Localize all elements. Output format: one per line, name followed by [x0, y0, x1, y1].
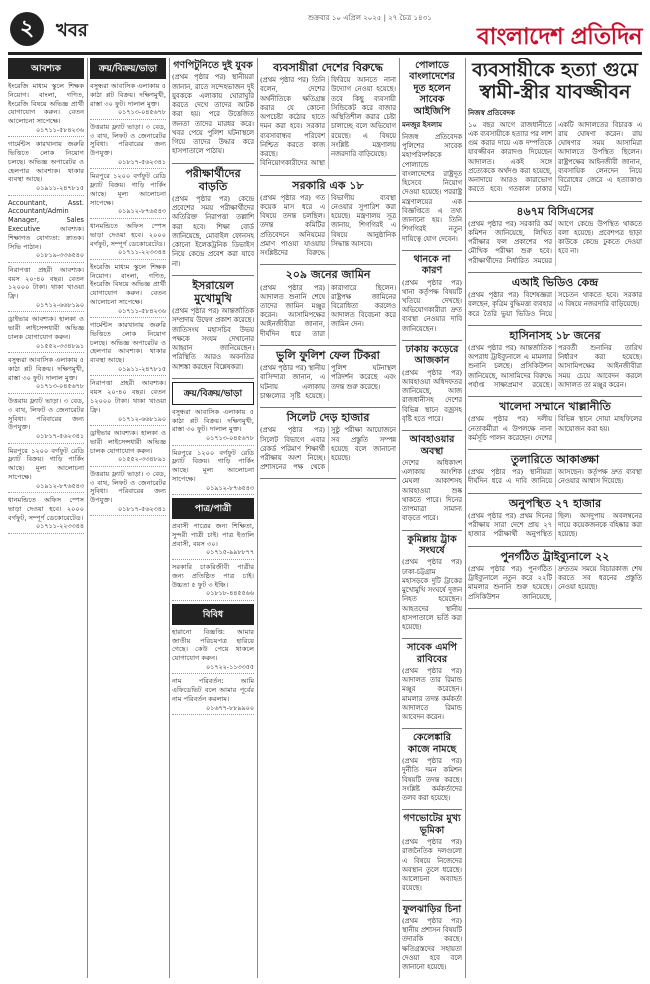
story-body: (প্রথম পৃষ্ঠার পর) প্রথম দিনের পরীক্ষায় সারা দেশে প্রায় ২৭ হাজার পরীক্ষার্থী অনুপস্থিত ছিল। অসদুপায় অবলম্বনের দায়ে কয়েকজনকে বহিষ্কার করা হয়েছে।	[468, 511, 642, 539]
news-story	[260, 349, 396, 408]
news-story	[468, 497, 642, 547]
news-column-5	[402, 58, 462, 978]
story-headline: গণভোটের মুখ্য ভূমিকা	[403, 813, 461, 836]
classified-ad: বসুন্ধরা আবাসিক এলাকায় ৫ কাঠা প্লট বিক্রয়। দক্ষিণমুখী, রাস্তা ৩০ ফুট। দালাল মুক্ত। ০১৭১৩-০৪৫৬৭৮	[172, 408, 254, 446]
story-body: ১০ বছর আগে রাজধানীতে এক ব্যবসায়ীকে হত্যার পর লাশ গুম করার দায়ে এক দম্পতিকে যাবজ্জীবন কারাদণ্ড দিয়েছেন আদালত। একই সঙ্গে প্রত্যেককে অর্থদণ্ড করা হয়েছে, অনাদায়ে আরও কারাভোগ করতে হবে। গতকাল ঢাকার একটি আদালতের বিচারক এ রায় ঘোষণা করেন। রায় ঘোষণার সময় আসামিরা আদালতে উপস্থিত ছিলেন। রাষ্ট্রপক্ষের আইনজীবী জানান, ব্যবসায়িক লেনদেন নিয়ে বিরোধের জেরে এ হত্যাকাণ্ড ঘটে।	[468, 120, 642, 194]
classified-heading-misc: বিবিধ	[172, 604, 254, 625]
story-headline: ঢাকায় কড়েরে আজকান	[405, 343, 459, 367]
story-body: (প্রথম পৃষ্ঠার পর) আদালত শুনানি শেষে তাদের জামিন মঞ্জুর করেন। আসামিপক্ষের আইনজীবীরা জানান, দীর্ঘদিন ধরে তারা কারাগারে ছিলেন। রাষ্ট্রপক্ষ জামিনের বিরোধিতা করলেও আদালত বিবেচনা করে জামিন দেন।	[260, 283, 396, 338]
news-story	[260, 61, 396, 176]
news-story	[468, 453, 642, 494]
story-body: (প্রথম পৃষ্ঠার পর) স্থানীয়রা দীর্ঘদিন ধরে এ দাবি জানিয়ে আসছেন। কর্তৃপক্ষ দ্রুত ব্যবস্থা নেওয়ার আশ্বাস দিয়েছে।	[468, 468, 642, 486]
story-body: (প্রথম পৃষ্ঠার পর) বিশেষজ্ঞরা বলছেন, কৃত্রিম বুদ্ধিমত্তা ব্যবহার করে তৈরি ভুয়া ভিডিও নিয়ে সচেতন থাকতে হবে। সরকার এ বিষয়ে নজরদারি বাড়িয়েছে।	[468, 291, 642, 318]
news-story	[402, 344, 462, 431]
story-headline: পুনর্গঠিত ট্রাইব্যুনালে ২২	[500, 549, 610, 563]
story-body: (প্রথম পৃষ্ঠার পর) আবহাওয়া অধিদফতর জানিয়েছে, আজ রাজধানীসহ দেশের বিভিন্ন স্থানে বজ্রসহ বৃষ্টি হতে পারে।	[402, 368, 462, 423]
story-headline: কুমিল্লায় ট্রাক সংঘর্ষে	[407, 533, 457, 556]
news-story	[172, 60, 254, 164]
column-divider	[399, 58, 400, 978]
news-story	[402, 732, 462, 810]
news-column-3	[172, 58, 254, 978]
story-headline: অনুপস্থিত ২৭ হাজার	[508, 496, 602, 510]
news-story	[468, 329, 642, 397]
story-body: (প্রথম পৃষ্ঠার পর) স্থানীয়রা জানান, রাতে সন্দেহভাজন দুই যুবককে এলাকায় ঘোরাঘুরি করতে দেখে তাদের আটক করা হয়। পরে উত্তেজিত জনতা তাদের মারধর করে। খবর পেয়ে পুলিশ ঘটনাস্থলে গিয়ে তাদের উদ্ধার করে হাসপাতালে পাঠায়।	[172, 73, 254, 156]
classified-ad: মিরপুরে ১২০০ বর্গফুট রেডি ফ্ল্যাট বিক্রয়। গাড়ি পার্কিং আছে। মূল্য আলোচনা সাপেক্ষে। ০১৯১২-৮৭৬৫৪৩	[90, 172, 166, 219]
classified-ad: মিরপুরে ১২০০ বর্গফুট রেডি ফ্ল্যাট বিক্রয়। গাড়ি পার্কিং আছে। মূল্য আলোচনা সাপেক্ষে। ০১৯১২-৮৭৬৫৪৩	[172, 449, 254, 496]
story-byline: নিজস্ব প্রতিবেদক	[468, 108, 515, 117]
classified-ad: হারানো বিজ্ঞপ্তি: আমার জাতীয় পরিচয়পত্র হারিয়ে গেছে। কেউ পেয়ে থাকলে যোগাযোগ করুন। ০১৭২২-১১৩৩৫৫	[172, 628, 254, 675]
story-body: (প্রথম পৃষ্ঠার পর) সিলেট বিভাগে এবার রেকর্ড পরিমাণ শিক্ষার্থী পরীক্ষায় অংশ নিচ্ছে। প্রশাসনের পক্ষ থেকে সুষ্ঠু পরীক্ষা আয়োজনে সব প্রস্তুতি সম্পন্ন হয়েছে বলে জানানো হয়েছে।	[260, 426, 396, 472]
story-headline: ফুলঝাড়ির চিনা	[402, 903, 462, 915]
page-header	[8, 8, 642, 55]
news-story	[468, 400, 642, 450]
story-byline: মনজুর ইসলাম	[402, 120, 443, 129]
news-story	[172, 279, 254, 379]
classified-ad: নিরাপত্তা প্রহরী আবশ্যক। বয়স ২০-৪০ বছর। বেতন ১২০০০ টাকা। থাকা খাওয়া ফ্রি। ০১৭১২-৬৬৮১৯০	[8, 266, 84, 313]
story-headline: ২০৯ জনের জামিন	[285, 268, 371, 282]
story-body: (প্রথম পৃষ্ঠার পর) দুর্নীতি দমন কমিশন বিষয়টি তদন্ত করছে। সংশ্লিষ্ট কর্মকর্তাদের তলব করা হয়েছে।	[402, 757, 462, 803]
news-story	[260, 179, 396, 266]
news-story	[468, 276, 642, 326]
story-body: (প্রথম পৃষ্ঠার পর) দলীয় নেতাকর্মীরা এ উপলক্ষে নানা কর্মসূচি পালন করেছেন। দেশের বিভিন্ন স্থানে দোয়া মাহফিলের আয়োজন করা হয়।	[468, 415, 642, 442]
classified-ad: গার্মেন্টস কারখানায় জরুরি ভিত্তিতে লোক নিয়োগ চলছে। অভিজ্ঞ অপারেটর ও হেলপার আবশ্যক। থাকার ব্যবস্থা আছে। ০১৯১১-২৪৭৮১৫	[8, 140, 84, 195]
classified-ad: উত্তরায় ফ্ল্যাট ভাড়া। ৩ বেড, ৩ বাথ, লিফট ও জেনারেটর সুবিধা। পরিবারের জন্য উপযুক্ত। ০১৮১৭-৫৬২৩৪১	[8, 397, 84, 444]
classified-ad: সরকারি চাকরিজীবী পাত্রীর জন্য প্রতিষ্ঠিত পাত্র চাই। উচ্চতা ৫ ফুট ৩ ইঞ্চি। ০১৮১৮-৪৪৫৫৬৬	[172, 563, 254, 601]
news-story	[402, 254, 462, 341]
classified-ad: ড্রাইভার আবশ্যক। হালকা ও ভারী লাইসেন্সধারী অভিজ্ঞ চালক যোগাযোগ করুন। ০১৫৫২-৩৩৪৮৯১	[90, 429, 166, 467]
classified-heading-buy-sell: ক্রয়/বিক্রয়/ভাড়া	[172, 382, 254, 405]
story-headline: আবহাওয়ার অবস্থা	[409, 434, 455, 457]
column-divider	[257, 58, 258, 978]
lead-headline: ব্যবসায়ীকে হত্যা গুমে স্বামী-স্ত্রীর যাবজ্জীবন	[472, 59, 638, 103]
classified-ad: নাম পরিবর্তন: আমি এফিডেভিট বলে আমার পূর্বের নাম পরিবর্তন করলাম। ০১৬৭৭-৮৮৯৯০০	[172, 677, 254, 715]
story-body: দেশের অধিকাংশ এলাকায় আংশিক মেঘলা আকাশসহ আবহাওয়া শুষ্ক থাকতে পারে। দিনের তাপমাত্রা সামান্য বাড়তে পারে।	[402, 458, 462, 523]
story-headline: কেলেঙ্কারি কাজে নামছে	[407, 732, 457, 755]
news-story	[402, 904, 462, 978]
classified-ad: বসুন্ধরা আবাসিক এলাকায় ৫ কাঠা প্লট বিক্রয়। দক্ষিণমুখী, রাস্তা ৩০ ফুট। দালাল মুক্ত। ০১৭১৩-০৪৫৬৭৮	[8, 356, 84, 394]
classified-heading-wanted: আবশ্যক	[8, 58, 84, 79]
classified-heading-buy-sell: ক্রয়/বিক্রয়/ভাড়া	[90, 58, 166, 79]
section-title: খবর	[56, 20, 88, 41]
news-story	[402, 60, 462, 251]
news-story	[402, 813, 462, 900]
story-body: (প্রথম পৃষ্ঠার পর) পুনর্গঠিত ট্রাইব্যুনালে নতুন করে ২২টি মামলার শুনানি শুরু হয়েছে। প্রসিকিউশন জানিয়েছে, দ্রুততম সময়ে বিচারকাজ শেষ করতে সব ধরনের প্রস্তুতি নেওয়া হয়েছে।	[468, 564, 642, 601]
news-story	[260, 268, 396, 346]
classified-column-2	[90, 58, 166, 978]
lead-story	[468, 60, 642, 202]
classified-ad: প্রবাসী পাত্রের জন্য শিক্ষিতা, সুন্দরী পাত্রী চাই। পাত্র ইতালি প্রবাসী, বয়স ৩০। ০১৭১৫-৯৯৮৮৭৭	[172, 522, 254, 560]
story-body: (প্রথম পৃষ্ঠার পর) আন্তর্জাতিক সম্প্রদায় উদ্বেগ প্রকাশ করেছে। জাতিসংঘ মহাসচিব উভয় পক্ষকে সংযম দেখানোর আহ্বান জানিয়েছেন। পরিস্থিতি আরও অবনতির আশঙ্কা করছেন বিশ্লেষকরা।	[172, 307, 254, 371]
story-body: (প্রথম পৃষ্ঠার পর) তিনি বলেন, দেশের অর্থনীতিকে ক্ষতিগ্রস্ত করার যে কোনো অপচেষ্টা কঠোর হাতে দমন করা হবে। সরকার ব্যবসাবান্ধব পরিবেশ নিশ্চিত করতে কাজ করছে। বিনিয়োগকারীদের আস্থা ফিরিয়ে আনতে নানা উদ্যোগ নেওয়া হয়েছে। তবে কিছু ব্যবসায়ী সিন্ডিকেট করে বাজার অস্থিতিশীল করার চেষ্টা চালাচ্ছে বলে অভিযোগ রয়েছে। এ বিষয়ে সংশ্লিষ্ট মন্ত্রণালয় নজরদারি বাড়িয়েছে।	[260, 76, 396, 168]
story-body: (প্রথম পৃষ্ঠার পর) স্থানীয় প্রশাসন বিষয়টি তদারকি করছে। ক্ষতিগ্রস্তদের সহায়তা দেওয়া হবে বলে জানানো হয়েছে।	[402, 916, 462, 972]
story-body: (প্রথম পৃষ্ঠার পর) ঢাকা-চট্টগ্রাম মহাসড়কে দুটি ট্রাকের মুখোমুখি সংঘর্ষে দুজন নিহত হয়েছেন। আহতদের স্থানীয় হাসপাতালে ভর্তি করা হয়েছে।	[402, 558, 462, 631]
page-number: ২	[10, 12, 44, 46]
news-story	[468, 550, 642, 609]
story-headline: হাসিনাসহ ১৮ জনের	[509, 328, 601, 342]
classified-ad: ইংরেজি মাধ্যম স্কুলে শিক্ষক নিয়োগ। বাংলা, গণিত, ইংরেজি বিষয়ে অভিজ্ঞ প্রার্থী যোগাযোগ করুন। বেতন আলোচনা সাপেক্ষে। ০১৭১১-৫৮৪২৩৬	[8, 82, 84, 137]
classified-ad: নিরাপত্তা প্রহরী আবশ্যক। বয়স ২০-৪০ বছর। বেতন ১২০০০ টাকা। থাকা খাওয়া ফ্রি। ০১৭১২-৬৬৮১৯০	[90, 379, 166, 426]
classified-ad: মিরপুরে ১২০০ বর্গফুট রেডি ফ্ল্যাট বিক্রয়। গাড়ি পার্কিং আছে। মূল্য আলোচনা সাপেক্ষে। ০১৯১২-৮৭৬৫৪৩	[8, 447, 84, 494]
classified-ad: ধানমন্ডিতে অফিস স্পেস ভাড়া দেওয়া হবে। ২০০০ বর্গফুট, সম্পূর্ণ ডেকোরেটেড। ০১৭১১-২২৩৩৪৪	[8, 496, 84, 534]
story-headline: এআই ভিডিও কেন্দ্র	[511, 275, 599, 289]
story-body: (প্রথম পৃষ্ঠার পর) স্থানীয় বাসিন্দারা জানান, এ ঘটনায় এলাকায় চাঞ্চল্যের সৃষ্টি হয়েছে। পুলিশ ঘটনাস্থল পরিদর্শন করেছে এবং তদন্ত শুরু করেছে।	[260, 364, 396, 400]
story-headline: তুলারিতে আকাঙ্ক্ষা	[510, 453, 600, 467]
story-headline: সিলেট দেড় হাজার	[286, 411, 370, 425]
story-headline: সাবেক এমপি রাবিবের	[407, 642, 457, 665]
story-headline: থানকে না কারণ	[413, 253, 451, 277]
story-headline: সরকারি এক ১৮	[292, 178, 364, 192]
story-headline: গণপিটুনিতে দুই যুবক	[173, 60, 253, 71]
story-body: নিজস্ব প্রতিবেদক পুলিশের সাবেক মহাপরিদর্শককে পোল্যান্ডে বাংলাদেশের রাষ্ট্রদূত হিসেবে নিয়োগ দেওয়া হয়েছে। পররাষ্ট্র মন্ত্রণালয়ের এক বিজ্ঞপ্তিতে এ তথ্য জানানো হয়। তিনি শিগগিরই নতুন দায়িত্বে যোগ দেবেন।	[402, 132, 462, 243]
story-headline: পোলাডে বাংলাদেশের দূত হলেন সাবেক আইজিপি	[409, 60, 455, 117]
story-body: (প্রথম পৃষ্ঠার পর) আন্তর্জাতিক অপরাধ ট্রাইব্যুনালে এ মামলার শুনানি চলছে। প্রসিকিউশন জানিয়েছে, আসামিদের বিরুদ্ধে পর্যাপ্ত সাক্ষ্যপ্রমাণ রয়েছে। পরবর্তী শুনানির তারিখ নির্ধারণ করা হয়েছে। আসামিপক্ষের আইনজীবীরা সময় চেয়ে আবেদন করলে আদালত তা মঞ্জুর করেন।	[468, 344, 642, 389]
classified-ad: ধানমন্ডিতে অফিস স্পেস ভাড়া দেওয়া হবে। ২০০০ বর্গফুট, সম্পূর্ণ ডেকোরেটেড। ০১৭১১-২২৩৩৪৪	[90, 222, 166, 260]
story-headline: পরীক্ষার্থীদের বাড়তি	[185, 166, 241, 193]
classified-ad: বসুন্ধরা আবাসিক এলাকায় ৫ কাঠা প্লট বিক্রয়। দক্ষিণমুখী, রাস্তা ৩০ ফুট। দালাল মুক্ত। ০১৭১৩-০৪৫৬৭৮	[90, 82, 166, 120]
news-story	[402, 642, 462, 729]
news-story	[260, 411, 396, 479]
classified-ad: উত্তরায় ফ্ল্যাট ভাড়া। ৩ বেড, ৩ বাথ, লিফট ও জেনারেটর সুবিধা। পরিবারের জন্য উপযুক্ত। ০১৮১৭-৫৬২৩৪১	[90, 123, 166, 170]
story-body: (প্রথম পৃষ্ঠার পর) গত কয়েক মাস ধরে এ বিষয়ে তদন্ত চলছিল। তদন্ত কমিটির প্রতিবেদনে অনিয়মের প্রমাণ পাওয়া যাওয়ায় সংশ্লিষ্টদের বিরুদ্ধে বিভাগীয় ব্যবস্থা নেওয়ার সুপারিশ করা হয়েছে। মন্ত্রণালয় সূত্র জানায়, শিগগিরই এ বিষয়ে আনুষ্ঠানিক সিদ্ধান্ত আসবে।	[260, 193, 396, 258]
classified-ad: উত্তরায় ফ্ল্যাট ভাড়া। ৩ বেড, ৩ বাথ, লিফট ও জেনারেটর সুবিধা। পরিবারের জন্য উপযুক্ত। ০১৮১৭-৫৬২৩৪১	[90, 470, 166, 517]
story-headline: ব্যবসায়ীরা দেশের বিরুদ্ধে	[273, 61, 383, 74]
story-body: (প্রথম পৃষ্ঠার পর) আদালত তার রিমান্ড মঞ্জুর করেছেন। মামলার তদন্ত কর্মকর্তা আদালতে রিমান্ড আবেদন করেন।	[402, 667, 462, 722]
story-headline: ৪৬৭ম বিসিএসের	[516, 204, 594, 218]
classified-ad: Accountant, Asst. Accountant/Admin Manager, Sales Executive আবশ্যক। শিক্ষাগত যোগ্যতা: স্নাতক। সিভি পাঠান। ০১৮১৯-৩৩৬৫৪০	[8, 199, 84, 263]
story-body: (প্রথম পৃষ্ঠার পর) রাজনৈতিক দলগুলো এ বিষয়ে নিজেদের অবস্থান তুলে ধরেছে। আলোচনা অব্যাহত রয়েছে।	[402, 838, 462, 893]
classified-ad: গার্মেন্টস কারখানায় জরুরি ভিত্তিতে লোক নিয়োগ চলছে। অভিজ্ঞ অপারেটর ও হেলপার আবশ্যক। থাকার ব্যবস্থা আছে। ০১৯১১-২৪৭৮১৫	[90, 321, 166, 376]
news-story	[402, 434, 462, 530]
column-divider	[465, 58, 466, 978]
dateline: শুক্রবার ১০ এপ্রিল ২০২৫ | ২৭ চৈত্র ১৪৩১	[308, 14, 432, 22]
story-body: (প্রথম পৃষ্ঠার পর) থানা কর্তৃপক্ষ বিষয়টি খতিয়ে দেখছে। অভিযোগকারীরা দ্রুত ব্যবস্থা নেওয়ার দাবি জানিয়েছেন।	[402, 278, 462, 333]
news-column-6	[468, 58, 642, 978]
story-headline: ইসরায়েল মুখোমুখি	[192, 278, 234, 305]
classified-ad: ড্রাইভার আবশ্যক। হালকা ও ভারী লাইসেন্সধারী অভিজ্ঞ চালক যোগাযোগ করুন। ০১৫৫২-৩৩৪৮৯১	[8, 315, 84, 353]
story-body: (প্রথম পৃষ্ঠার পর) সরকারি কর্ম কমিশন জানিয়েছে, লিখিত পরীক্ষার ফল প্রকাশের পর মৌখিক পরীক্ষা শুরু হবে। পরীক্ষার্থীদের নির্ধারিত সময়ের আগে কেন্দ্রে উপস্থিত থাকতে বলা হয়েছে। প্রবেশপত্র ছাড়া কাউকে কেন্দ্রে ঢুকতে দেওয়া হবে না।	[468, 219, 642, 265]
classified-heading-matrimonial: পাত্র/পাত্রী	[172, 498, 254, 519]
news-story	[402, 534, 462, 640]
classified-ad: ইংরেজি মাধ্যম স্কুলে শিক্ষক নিয়োগ। বাংলা, গণিত, ইংরেজি বিষয়ে অভিজ্ঞ প্রার্থী যোগাযোগ করুন। বেতন আলোচনা সাপেক্ষে। ০১৭১১-৫৮৪২৩৬	[90, 263, 166, 318]
news-column-4	[260, 58, 396, 978]
story-body: (প্রথম পৃষ্ঠার পর) কেন্দ্রে প্রবেশের সময় পরীক্ষার্থীদের অতিরিক্ত নিরাপত্তা তল্লাশি করা হবে। শিক্ষা বোর্ড জানিয়েছে, মোবাইল ফোনসহ কোনো ইলেকট্রনিক ডিভাইস নিয়ে কেন্দ্রে প্রবেশ করা যাবে না।	[172, 194, 254, 268]
classified-column-1	[8, 58, 84, 978]
story-headline: খালেদা সম্মানে খাল্লানীতি	[499, 400, 611, 414]
column-divider	[87, 58, 88, 978]
story-headline: ভুলি ফুলিশ ফেল টিকরা	[276, 348, 380, 362]
news-story	[172, 167, 254, 276]
newspaper-logo: বাংলাদেশ প্রতিদিন	[476, 23, 642, 50]
column-divider	[169, 58, 170, 978]
news-story	[468, 205, 642, 273]
